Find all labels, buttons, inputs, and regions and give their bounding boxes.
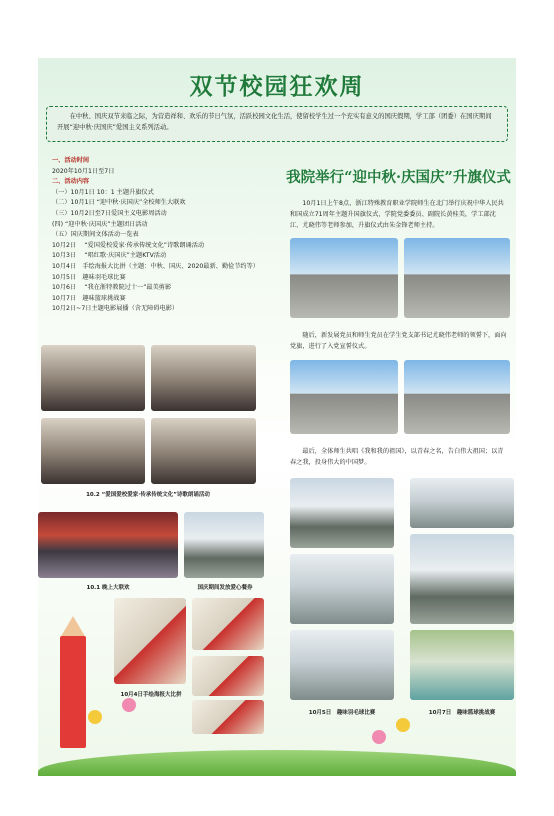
caption-badminton: 10月5日 趣味羽毛球比赛 <box>308 710 376 716</box>
paragraph-2: 随后，新发展党员和师生党员在学生党支部书记尤晓伟老师的领誓下，面向党旗，进行了入党宣誓仪式。 <box>290 332 507 350</box>
poster-photo <box>192 700 264 734</box>
section-time-heading: 一、活动时间 <box>52 157 90 164</box>
pencil-tip-decoration <box>60 616 86 638</box>
paragraph-1: 10月1日上午8点，浙江特殊教育职业学院师生在北门举行庆祝中华人民共和国成立71周年主题升国旗仪式，学院党委委员、副院长黄桂美，学工部沈江、尤晓伟等老师参加，升旗仪式由朱金锋老师主持。 <box>290 200 504 229</box>
schedule-item: （五）国庆期间文体活动一览表 <box>52 231 139 239</box>
schedule-item: 10月5日 趣味羽毛球比赛 <box>52 273 126 281</box>
caption-poster: 10月4日手绘海报大比拼 <box>120 692 182 698</box>
flag-ceremony-photo <box>290 238 398 318</box>
grass-decoration <box>38 750 516 776</box>
poster-photo <box>192 656 264 696</box>
pledge-photo <box>290 360 398 434</box>
caption-basketball: 10月7日 趣味篮球挑战赛 <box>428 710 496 716</box>
schedule-list <box>52 188 277 315</box>
schedule-item: （三）10月2日至7日爱国主义电影周活动 <box>52 209 167 217</box>
caption-poetry: 10.2 “爱国爱校爱家·传承传统文化”诗歌朗诵活动 <box>86 492 210 498</box>
flower-decoration <box>122 698 136 712</box>
schedule-item: 10月2日~7日主题电影展播（含无障碍电影） <box>52 305 179 313</box>
schedule-item: 10月3日 “唱红歌·庆国庆”主题KTV活动 <box>52 252 167 260</box>
poetry-photo <box>151 418 256 484</box>
schedule-item: （二）10月1日 “迎中秋·庆国庆”全校师生大联欢 <box>52 199 186 207</box>
flower-decoration <box>396 718 410 732</box>
badminton-photo <box>290 478 394 548</box>
poetry-photo <box>41 345 145 411</box>
badminton-photo <box>290 630 394 700</box>
flower-decoration <box>88 710 102 724</box>
poetry-photo <box>151 345 256 411</box>
schedule-item: 10月4日 手绘海报大比拼（主题：中秋、国庆、2020最新、勤俭节约等） <box>52 262 259 270</box>
pledge-photo <box>404 360 510 434</box>
section-time-value: 2020年10月1日至7日 <box>52 167 115 175</box>
schedule-item: （一）10月1日 10：1 主题升旗仪式 <box>52 188 154 196</box>
schedule-item: 10月6日 “我在浙特教院过十一”最美剪影 <box>52 284 172 292</box>
care-photo <box>184 512 264 578</box>
party-photo <box>38 512 178 578</box>
paragraph-3: 最后，全体师生共唱《我和我的祖国》，以青春之名，告白伟大祖国；以青春之我，投身伟大的中国梦。 <box>290 448 504 466</box>
flag-ceremony-title: 我院举行“迎中秋·庆国庆”升旗仪式 <box>286 169 511 186</box>
section-content-heading: 二、活动内容 <box>52 178 90 186</box>
flower-decoration <box>372 730 386 744</box>
schedule-item: 10月7日 趣味篮球挑战赛 <box>52 294 126 302</box>
schedule-item: (四) “迎中秋·庆国庆”主题团日活动 <box>52 220 148 228</box>
basketball-photo <box>410 534 514 624</box>
schedule-column <box>52 156 277 315</box>
newsletter-page <box>38 58 516 776</box>
poster-photo <box>192 598 264 650</box>
caption-care: 国庆期间发放爱心餐券 <box>197 585 253 591</box>
poetry-photo <box>41 418 145 484</box>
caption-party: 10.1 晚上大联欢 <box>86 585 130 591</box>
pencil-decoration <box>60 636 86 748</box>
schedule-item: 10月2日 “爱国爱校爱家·传承传统文化”诗歌朗诵活动 <box>52 241 205 249</box>
badminton-photo <box>290 554 394 624</box>
intro-box: 在中秋、国庆双节来临之际，为营造祥和、欢乐的节日气氛，活跃校园文化生活，使留校学生过一个充实有意义的国庆假期，学工部（团委）在国庆期间开展“迎中秋·庆国庆”爱国主义系列活动。 <box>46 106 508 142</box>
page-title: 双节校园狂欢周 <box>189 73 365 100</box>
basketball-photo <box>410 630 514 700</box>
basketball-photo <box>410 478 514 528</box>
flag-ceremony-photo <box>404 238 510 318</box>
poster-photo <box>114 598 186 684</box>
